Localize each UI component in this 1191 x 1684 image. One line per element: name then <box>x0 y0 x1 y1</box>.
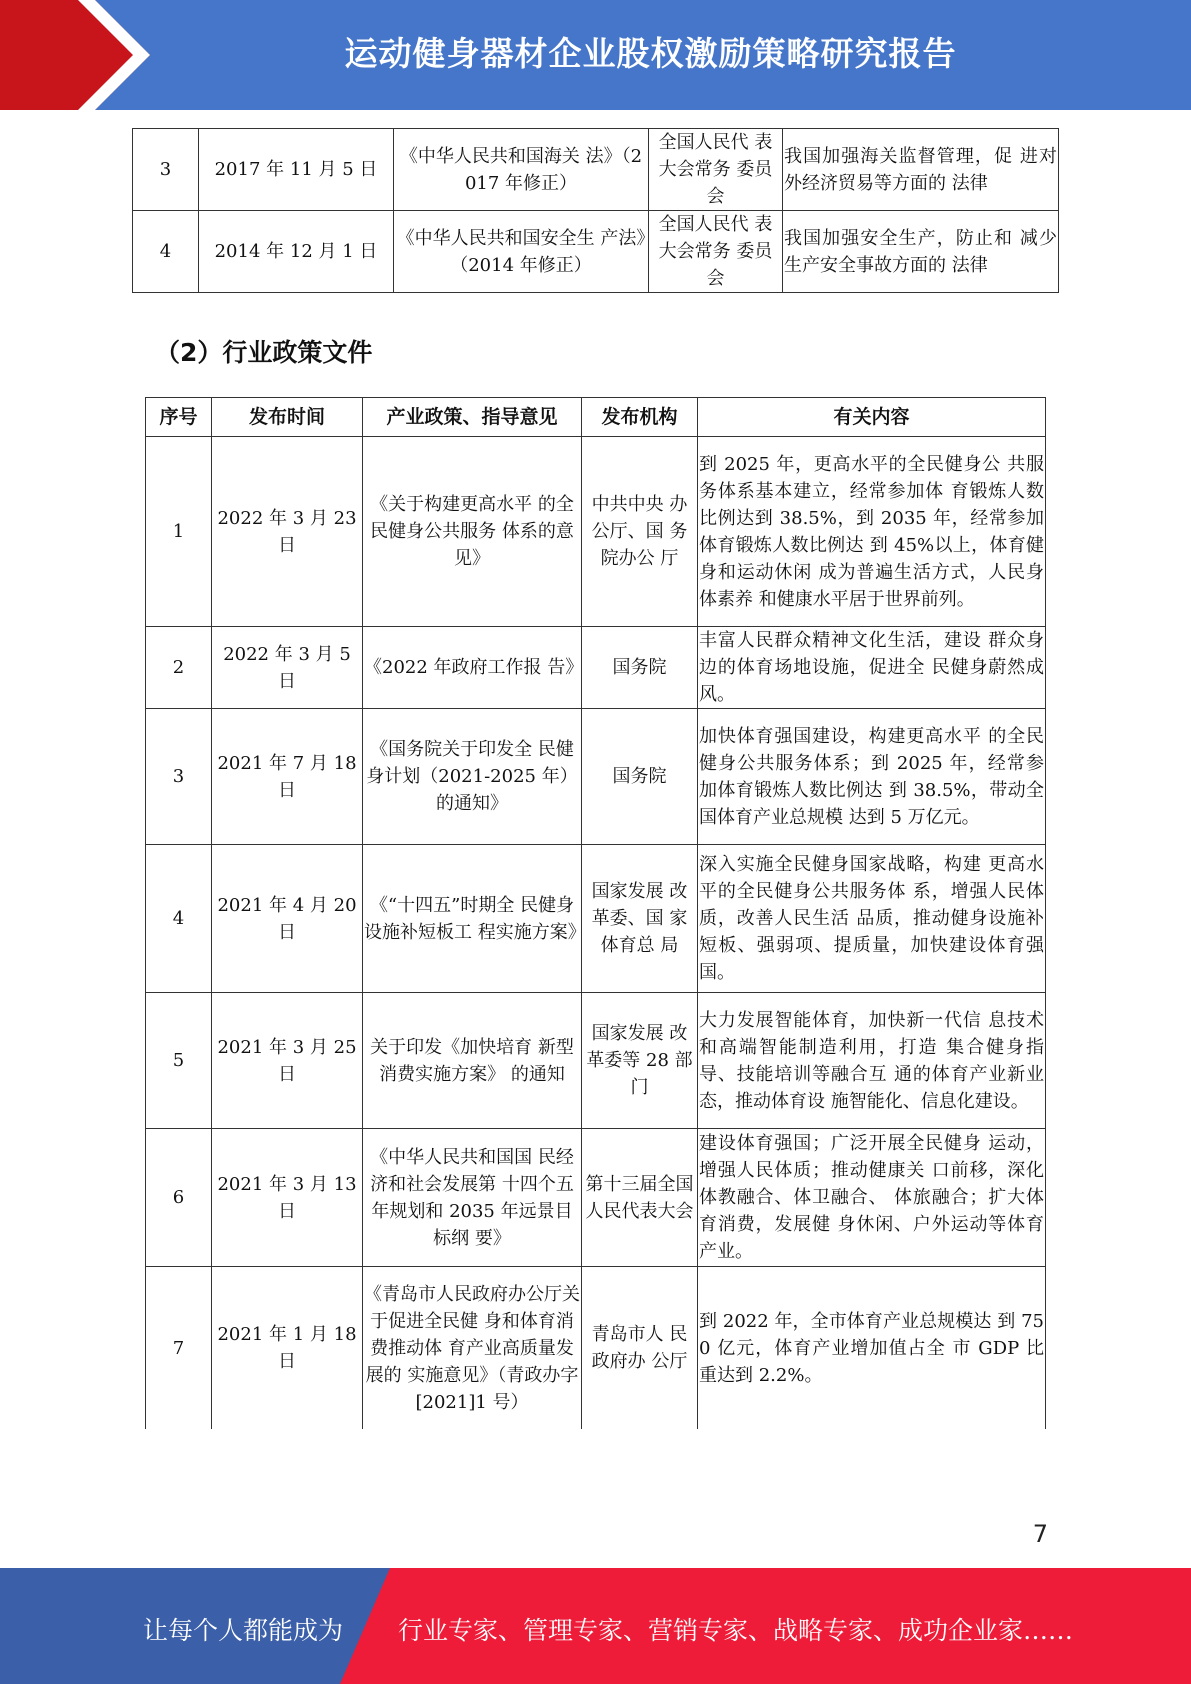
cell-org: 全国人民代 表大会常务 委员会 <box>649 211 783 293</box>
cell-name: 《中华人民共和国海关 法》（2017 年修正） <box>394 129 649 211</box>
table-row <box>146 845 1046 993</box>
page-header <box>0 0 1191 110</box>
cell-content: 建设体育强国；广泛开展全民健身 运动，增强人民体质；推动健康关 口前移，深化体教融合、体卫融合、 体旅融合；扩大体育消费，发展健 身休闲、户外运动等体育产业。 <box>698 1129 1046 1267</box>
table-row <box>146 993 1046 1129</box>
page-number: 7 <box>1032 1520 1048 1548</box>
cell-date: 2014 年 12 月 1 日 <box>199 211 394 293</box>
cell-no: 2 <box>146 627 212 709</box>
cell-org: 国家发展 改革委等 28 部门 <box>582 993 698 1129</box>
table-row <box>133 211 1059 293</box>
cell-no: 3 <box>133 129 199 211</box>
policy-table-header-row <box>146 398 1046 437</box>
header-no: 序号 <box>146 398 212 437</box>
cell-no: 4 <box>133 211 199 293</box>
cell-content: 加快体育强国建设，构建更高水平 的全民健身公共服务体系；到 2025 年，经常参加体育锻炼人数比例达 到 38.5%，带动全国体育产业总规模 达到 5 万亿元。 <box>698 709 1046 845</box>
cell-name: 《中华人民共和国安全生 产法》（2014 年修正） <box>394 211 649 293</box>
cell-name: 《2022 年政府工作报 告》 <box>363 627 582 709</box>
policy-table <box>145 397 1046 1429</box>
cell-name: 《中华人民共和国国 民经济和社会发展第 十四个五年规划和 2035 年远景目标纲 要》 <box>363 1129 582 1267</box>
header-content: 有关内容 <box>698 398 1046 437</box>
cell-date: 2021 年 7 月 18 日 <box>212 709 363 845</box>
cell-org: 中共中央 办公厅、国 务院办公 厅 <box>582 437 698 627</box>
cell-date: 2022 年 3 月 23 日 <box>212 437 363 627</box>
header-date: 发布时间 <box>212 398 363 437</box>
cell-org: 国务院 <box>582 627 698 709</box>
header-policy: 产业政策、指导意见 <box>363 398 582 437</box>
table-row <box>146 1267 1046 1430</box>
header-red-arrow-decoration <box>0 0 150 110</box>
cell-no: 4 <box>146 845 212 993</box>
table-row <box>146 627 1046 709</box>
cell-name: 《国务院关于印发全 民健身计划（2021-2025 年）的通知》 <box>363 709 582 845</box>
cell-content: 我国加强海关监督管理，促 进对外经济贸易等方面的 法律 <box>783 129 1059 211</box>
table-row <box>146 709 1046 845</box>
page-footer <box>0 1568 1191 1684</box>
cell-no: 1 <box>146 437 212 627</box>
footer-right-text: 行业专家、管理专家、营销专家、战略专家、成功企业家…… <box>398 1616 1074 1645</box>
cell-org: 国家发展 改革委、国 家体育总 局 <box>582 845 698 993</box>
cell-content: 到 2025 年，更高水平的全民健身公 共服务体系基本建立，经常参加体 育锻炼人数比例达到 38.5%，到 2035 年，经常参加体育锻炼人数比例达 到 45%以上，体育健身和运动休闲 成为普遍生活方式，人民身体素养 和健康水平居于世界前列。 <box>698 437 1046 627</box>
cell-content: 大力发展智能体育，加快新一代信 息技术和高端智能制造利用，打造 集合健身指导、技能培训等融合互 通的体育产业新业态，推动体育设 施智能化、信息化建设。 <box>698 993 1046 1129</box>
table-row <box>146 1129 1046 1267</box>
cell-no: 5 <box>146 993 212 1129</box>
cell-date: 2022 年 3 月 5 日 <box>212 627 363 709</box>
cell-org: 全国人民代 表大会常务 委员会 <box>649 129 783 211</box>
cell-date: 2021 年 1 月 18 日 <box>212 1267 363 1430</box>
cell-name: 《青岛市人民政府办公厅关于促进全民健 身和体育消费推动体 育产业高质量发展的 实施意见》（青政办字[2021]1 号） <box>363 1267 582 1430</box>
cell-content: 到 2022 年，全市体育产业总规模达 到 750 亿元，体育产业增加值占全 市 GDP 比重达到 2.2%。 <box>698 1267 1046 1430</box>
cell-name: 关于印发《加快培育 新型消费实施方案》 的通知 <box>363 993 582 1129</box>
cell-name: 《“十四五”时期全 民健身设施补短板工 程实施方案》 <box>363 845 582 993</box>
cell-org: 青岛市人 民政府办 公厅 <box>582 1267 698 1430</box>
cell-date: 2021 年 3 月 25 日 <box>212 993 363 1129</box>
cell-no: 7 <box>146 1267 212 1430</box>
cell-no: 6 <box>146 1129 212 1267</box>
footer-left-text: 让每个人都能成为 <box>143 1616 344 1645</box>
cell-org: 第十三届全国人民代表大会 <box>582 1129 698 1267</box>
cell-date: 2017 年 11 月 5 日 <box>199 129 394 211</box>
law-table <box>132 128 1059 293</box>
cell-date: 2021 年 3 月 13 日 <box>212 1129 363 1267</box>
cell-content: 丰富人民群众精神文化生活，建设 群众身边的体育场地设施，促进全 民健身蔚然成风。 <box>698 627 1046 709</box>
table-row <box>146 437 1046 627</box>
cell-content: 深入实施全民健身国家战略，构建 更高水平的全民健身公共服务体 系，增强人民体质，改善人民生活 品质，推动健身设施补短板、强弱项、提质量，加快建设体育强国。 <box>698 845 1046 993</box>
cell-org: 国务院 <box>582 709 698 845</box>
cell-name: 《关于构建更高水平 的全民健身公共服务 体系的意见》 <box>363 437 582 627</box>
section-title: （2）行业政策文件 <box>155 338 373 367</box>
cell-date: 2021 年 4 月 20 日 <box>212 845 363 993</box>
cell-content: 我国加强安全生产，防止和 减少生产安全事故方面的 法律 <box>783 211 1059 293</box>
header-org: 发布机构 <box>582 398 698 437</box>
cell-no: 3 <box>146 709 212 845</box>
table-row <box>133 129 1059 211</box>
report-title: 运动健身器材企业股权激励策略研究报告 <box>344 34 957 73</box>
